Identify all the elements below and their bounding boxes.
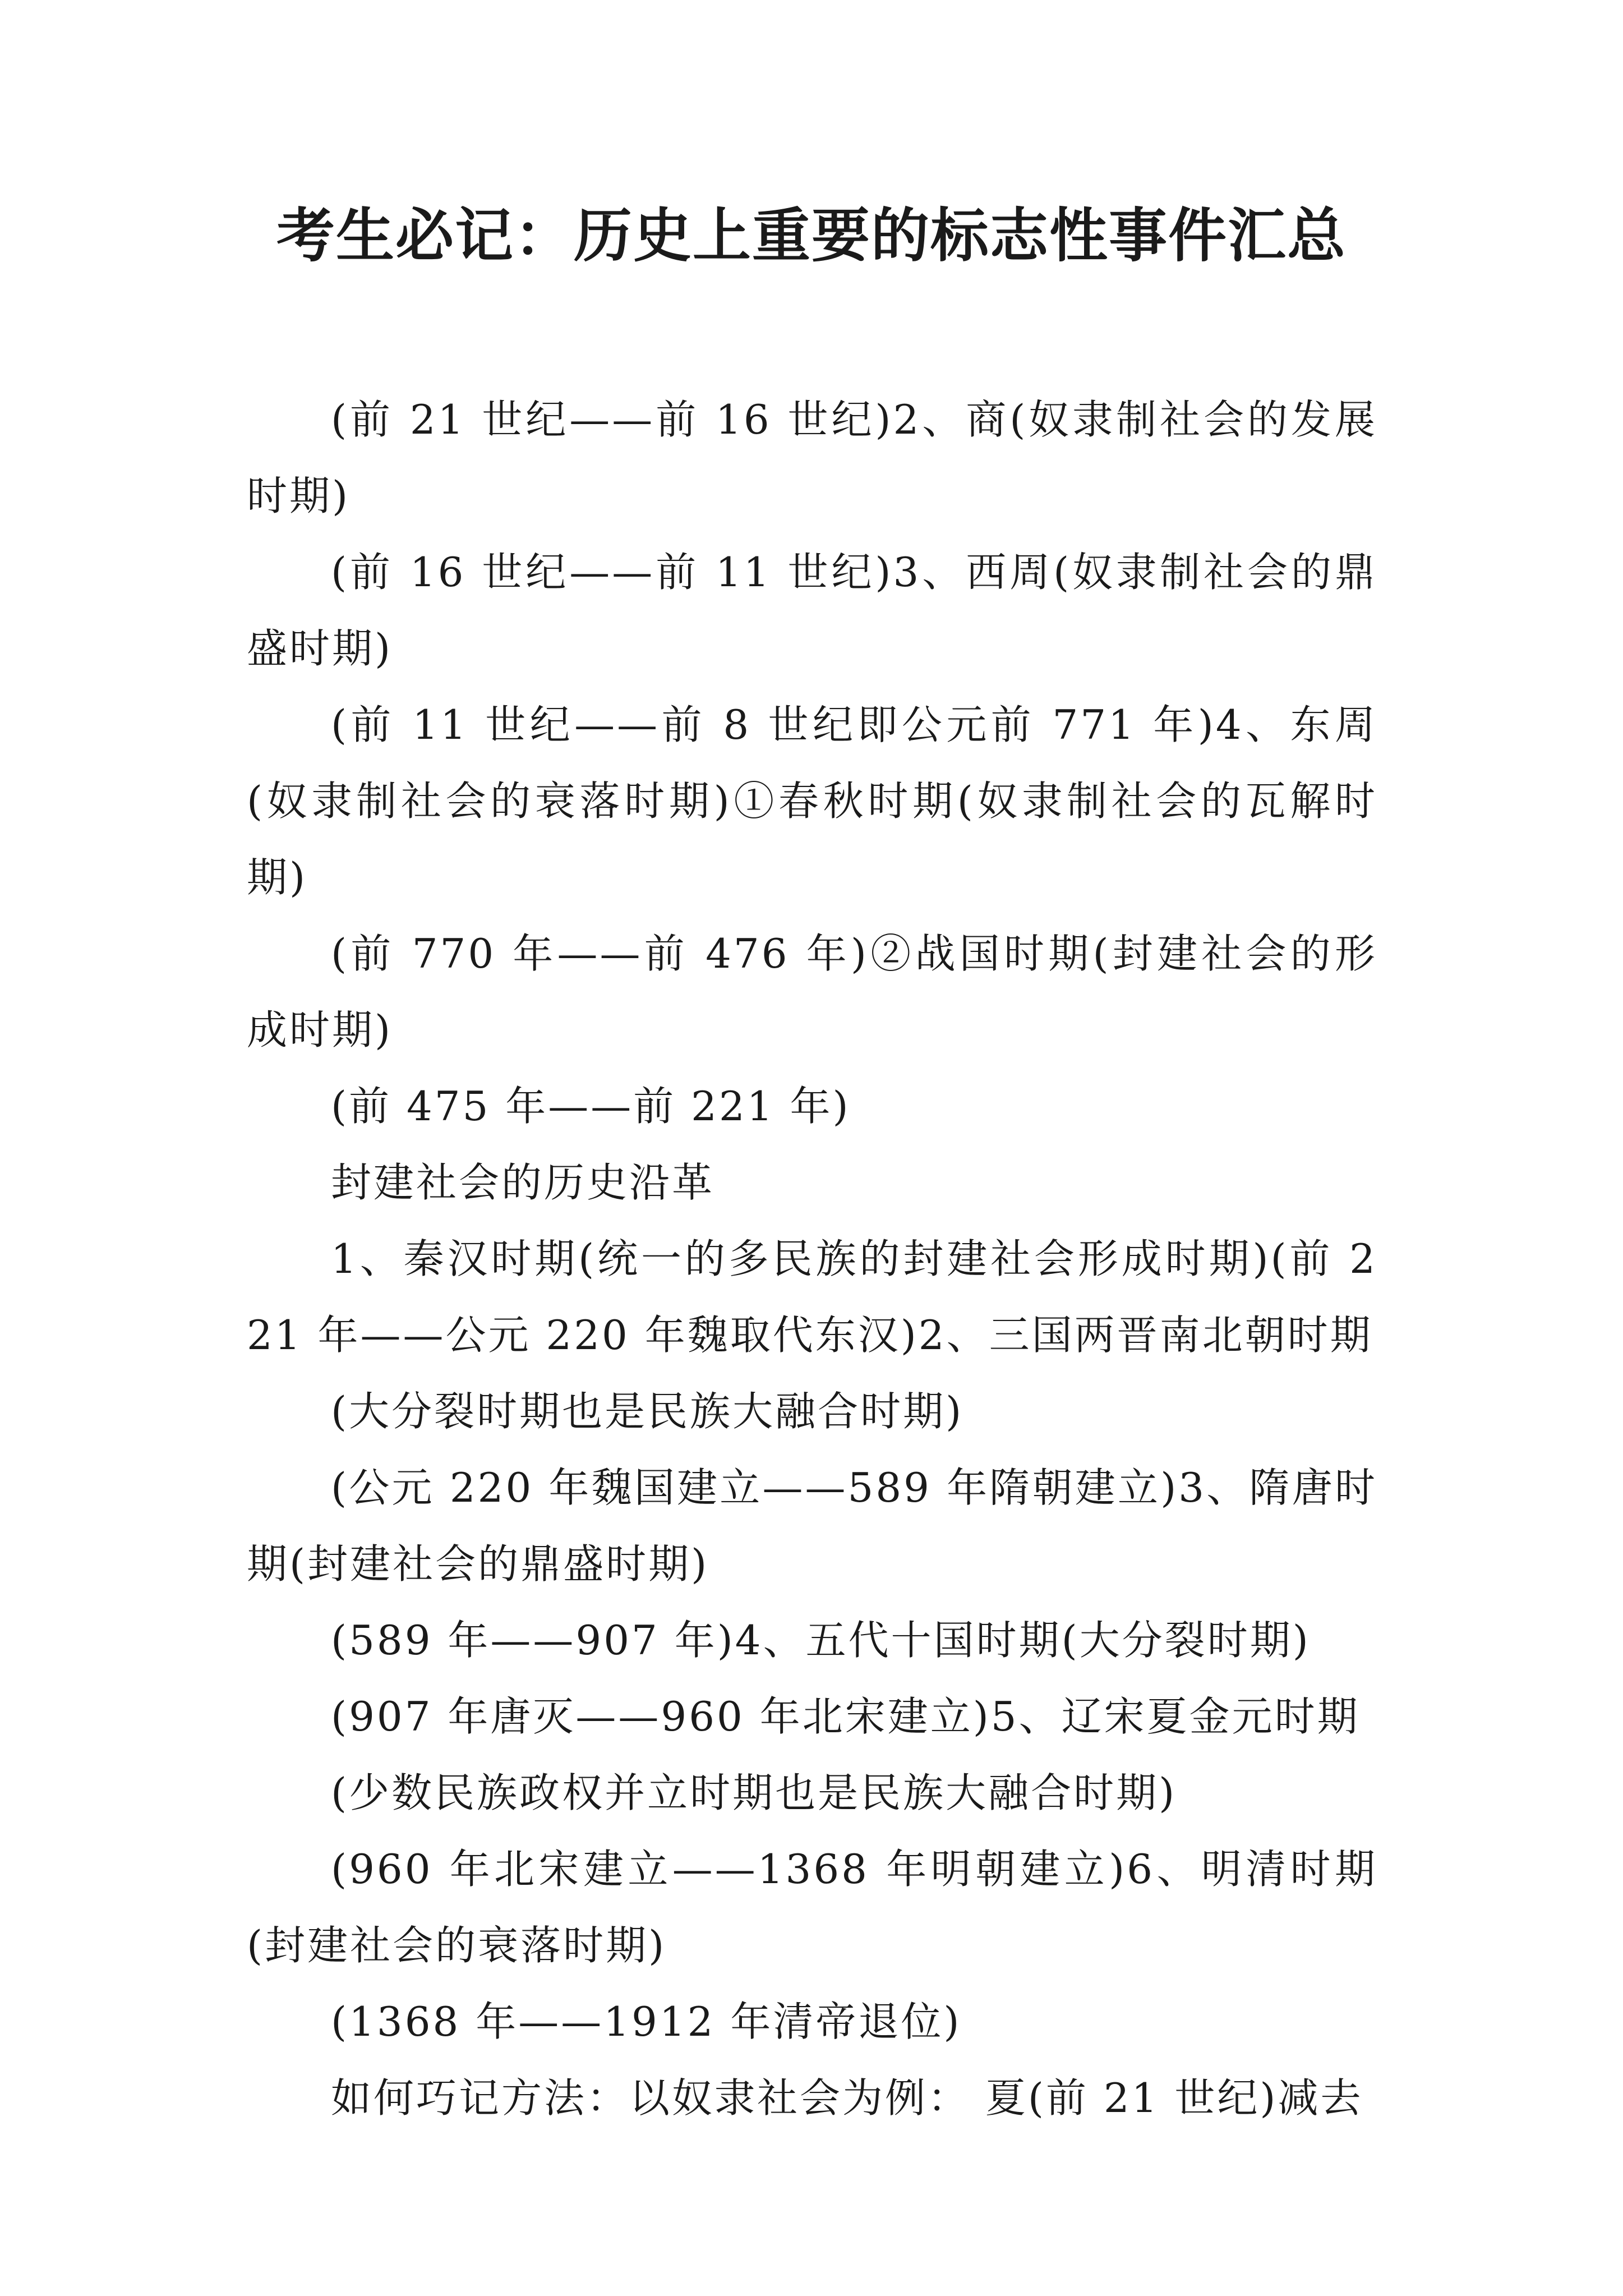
paragraph: (589 年——907 年)4、五代十国时期(大分裂时期) [331, 1617, 1311, 1664]
paragraph: (前 770 年——前 476 年)②战国时期(封建社会的形成时期) [247, 930, 1377, 1053]
paragraph: 如何巧记方法：以奴隶社会为例： 夏(前 21 世纪)减去 [331, 2074, 1363, 2122]
paragraph: (960 年北宋建立——1368 年明朝建立)6、明清时期(封建社会的衰落时期) [247, 1846, 1377, 1969]
paragraph: (大分裂时期也是民族大融合时期) [331, 1388, 964, 1435]
paragraph: (1368 年——1912 年清帝退位) [331, 1998, 962, 2045]
document-title: 考生必记：历史上重要的标志性事件汇总 [276, 201, 1347, 270]
paragraph: (前 21 世纪——前 16 世纪)2、商(奴隶制社会的发展时期) [247, 396, 1377, 519]
paragraph: 1、秦汉时期(统一的多民族的封建社会形成时期)(前 221 年——公元 220 年魏取代东汉)2、三国两晋南北朝时期 [247, 1235, 1377, 1359]
paragraph: (公元 220 年魏国建立——589 年隋朝建立)3、隋唐时期(封建社会的鼎盛时期) [247, 1464, 1377, 1588]
paragraph: (前 11 世纪——前 8 世纪即公元前 771 年)4、东周(奴隶制社会的衰落时期)①春秋时期(奴隶制社会的瓦解时期) [247, 701, 1377, 901]
section-heading: 封建社会的历史沿革 [331, 1159, 715, 1206]
paragraph: (前 475 年——前 221 年) [331, 1083, 851, 1130]
paragraph: (前 16 世纪——前 11 世纪)3、西周(奴隶制社会的鼎盛时期) [247, 549, 1377, 672]
document-body [247, 381, 1377, 2136]
paragraph: (少数民族政权并立时期也是民族大融合时期) [331, 1769, 1177, 1816]
paragraph: (907 年唐灭——960 年北宋建立)5、辽宋夏金元时期 [331, 1693, 1360, 1740]
